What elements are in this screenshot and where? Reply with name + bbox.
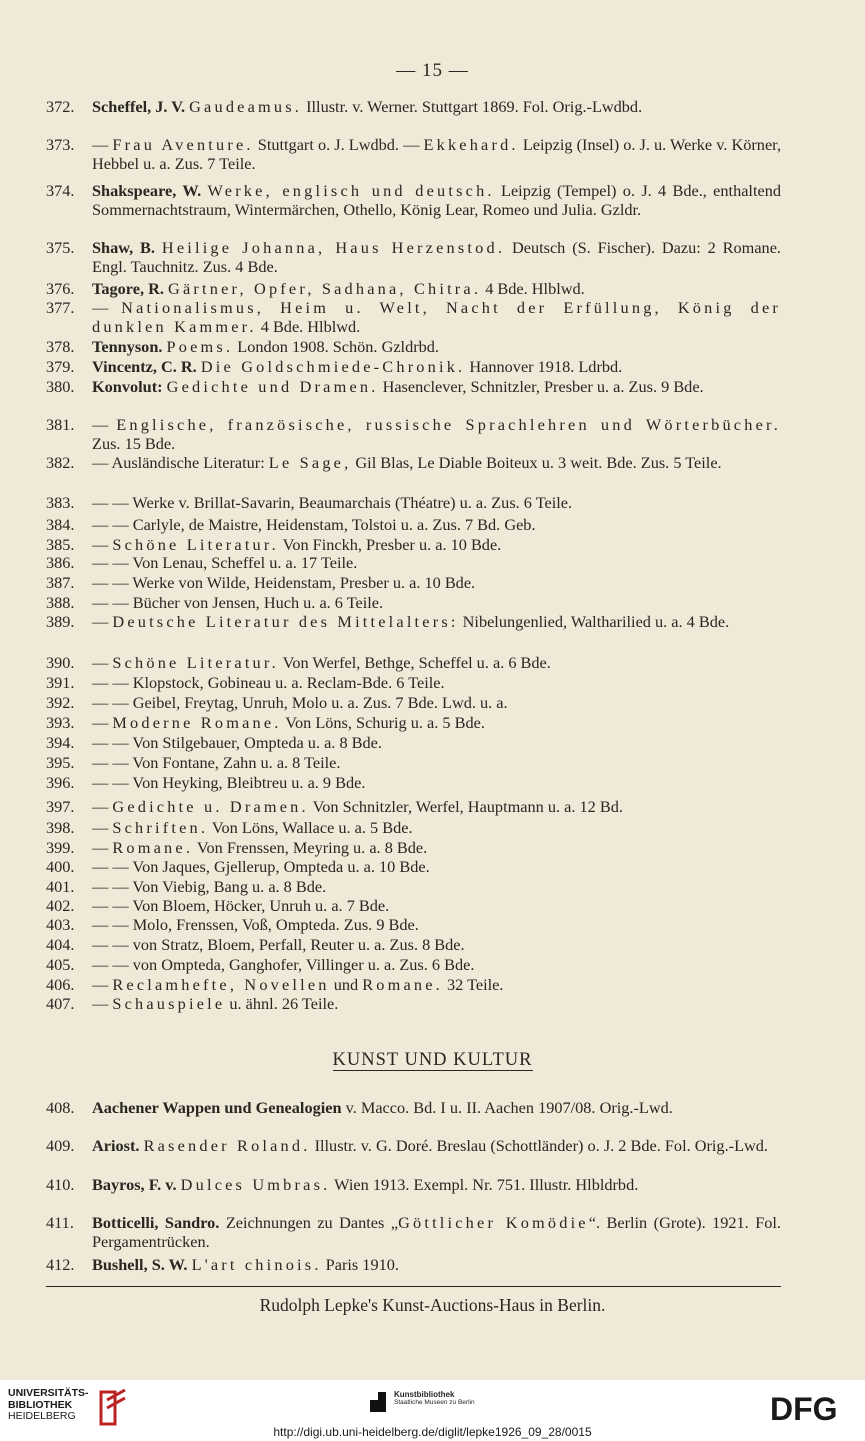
dfg-logo[interactable]	[770, 1392, 852, 1429]
entry-text: — — Molo, Frenssen, Voß, Ompteda. Zus. 9 Bde.	[92, 915, 419, 934]
entry-number: 387.	[46, 573, 75, 592]
entry-text: — — Werke v. Brillat-Savarin, Beaumarchais (Théatre) u. a. Zus. 6 Teile.	[92, 493, 573, 512]
entry-text: — Gedichte u. Dramen. Von Schnitzler, Werfel, Hauptmann u. a. 12 Bd.	[92, 797, 623, 816]
entry-text: — Reclamhefte, Novellen und Romane. 32 Teile.	[92, 975, 504, 994]
entry-number: 378.	[46, 337, 75, 356]
catalog-entry	[46, 377, 781, 396]
entry-text: — — Von Bloem, Höcker, Unruh u. a. 7 Bde.	[92, 896, 390, 915]
catalog-entry	[46, 97, 781, 116]
footer-divider	[46, 1286, 781, 1287]
entry-text: — — Carlyle, de Maistre, Heidenstam, Tolstoi u. a. Zus. 7 Bd. Geb.	[92, 515, 536, 534]
entry-text: Shakspeare, W. Werke, englisch und deutsch. Leipzig (Tempel) o. J. 4 Bde., enthaltend Sommernachtstraum, Wintermärchen, Othello, König Lear, Romeo und Julia. Gzldr.	[92, 181, 781, 219]
catalog-entry	[46, 915, 781, 934]
entry-number: 388.	[46, 593, 75, 612]
entry-text: — — Klopstock, Gobineau u. a. Reclam-Bde. 6 Teile.	[92, 673, 445, 692]
ub-logo-line: HEIDELBERG	[8, 1410, 76, 1422]
entry-number: 393.	[46, 713, 75, 732]
catalog-entry	[46, 553, 781, 572]
ub-logo-line: BIBLIOTHEK	[8, 1398, 73, 1411]
entry-number: 397.	[46, 797, 75, 816]
entry-text: Aachener Wappen und Genealogien v. Macco. Bd. I u. II. Aachen 1907/08. Orig.-Lwd.	[92, 1098, 673, 1117]
entry-number: 384.	[46, 515, 75, 534]
catalog-entry	[46, 1255, 781, 1274]
entry-number: 376.	[46, 279, 75, 298]
entry-number: 401.	[46, 877, 75, 896]
entry-number: 394.	[46, 733, 75, 752]
catalog-entry	[46, 857, 781, 876]
entry-text: — Schöne Literatur. Von Werfel, Bethge, Scheffel u. a. 6 Bde.	[92, 653, 551, 672]
entry-text: — — Bücher von Jensen, Huch u. a. 6 Teile.	[92, 593, 384, 612]
entry-number: 402.	[46, 896, 75, 915]
entry-text: — Frau Aventure. Stuttgart o. J. Lwdbd. — Ekkehard. Leipzig (Insel) o. J. u. Werke v. Körner, Hebbel u. a. Zus. 7 Teile.	[92, 135, 782, 173]
catalog-entry	[46, 877, 781, 896]
entry-text: Scheffel, J. V. Gaudeamus. Illustr. v. Werner. Stuttgart 1869. Fol. Orig.-Lwdbd.	[92, 97, 643, 116]
ub-mark-icon	[95, 1388, 129, 1428]
entry-number: 407.	[46, 994, 75, 1013]
catalog-entry	[46, 955, 781, 974]
entry-number: 385.	[46, 535, 75, 554]
kb-name: Kunstbibliothek	[394, 1390, 455, 1399]
page-number: — 15 —	[396, 60, 469, 81]
catalog-entry	[46, 238, 781, 276]
catalog-entry	[46, 593, 781, 612]
ub-heidelberg-logo[interactable]	[8, 1388, 129, 1428]
entry-number: 373.	[46, 135, 75, 154]
entry-text: — Ausländische Literatur: Le Sage, Gil Blas, Le Diable Boiteux u. 3 weit. Bde. Zus. 5 Teile.	[92, 453, 722, 472]
entry-number: 395.	[46, 753, 75, 772]
entry-number: 382.	[46, 453, 75, 472]
catalog-entry	[46, 733, 781, 752]
catalog-entry	[46, 1213, 781, 1251]
entry-text: — — Von Heyking, Bleibtreu u. a. 9 Bde.	[92, 773, 366, 792]
catalog-entry	[46, 573, 781, 592]
entry-text: Konvolut: Gedichte und Dramen. Hasenclever, Schnitzler, Presber u. a. Zus. 9 Bde.	[92, 377, 704, 396]
entry-text: — Deutsche Literatur des Mittelalters: Nibelungenlied, Waltharilied u. a. 4 Bde.	[92, 612, 730, 631]
kb-subtitle: Staatliche Museen zu Berlin	[394, 1399, 475, 1406]
entry-number: 374.	[46, 181, 75, 200]
catalog-entry	[46, 818, 781, 837]
catalog-entry	[46, 279, 781, 298]
catalog-entry	[46, 1136, 781, 1155]
entry-text: — Romane. Von Frenssen, Meyring u. a. 8 Bde.	[92, 838, 428, 857]
catalog-entry	[46, 773, 781, 792]
entry-text: — Nationalismus, Heim u. Welt, Nacht der Erfüllung, König der dunklen Kammer. 4 Bde. Hlblwd.	[92, 298, 781, 336]
ub-logo-line: UNIVERSITÄTS-	[8, 1387, 89, 1399]
entry-number: 380.	[46, 377, 75, 396]
entry-text: — — Geibel, Freytag, Unruh, Molo u. a. Zus. 7 Bde. Lwd. u. a.	[92, 693, 508, 712]
catalog-entry	[46, 298, 781, 336]
entry-number: 404.	[46, 935, 75, 954]
entry-number: 412.	[46, 1255, 75, 1274]
ub-logo-text	[8, 1388, 89, 1423]
entry-number: 383.	[46, 493, 75, 512]
entry-text: — — Von Lenau, Scheffel u. a. 17 Teile.	[92, 553, 358, 572]
catalog-entry	[46, 357, 781, 376]
entry-number: 377.	[46, 298, 75, 317]
entry-text: Botticelli, Sandro. Zeichnungen zu Dantes „Göttlicher Komödie“. Berlin (Grote). 1921. Fol. Pergamentrücken.	[92, 1213, 782, 1251]
catalog-entry	[46, 935, 781, 954]
entry-text: Tennyson. Poems. London 1908. Schön. Gzldrbd.	[92, 337, 439, 356]
kunstbibliothek-mark-icon	[368, 1390, 388, 1414]
entry-number: 389.	[46, 612, 75, 631]
section-heading	[0, 1050, 865, 1071]
entry-number: 372.	[46, 97, 75, 116]
catalog-entry	[46, 797, 781, 816]
entry-number: 406.	[46, 975, 75, 994]
catalog-entry	[46, 612, 781, 631]
entry-text: — — Von Viebig, Bang u. a. 8 Bde.	[92, 877, 327, 896]
catalog-entry	[46, 975, 781, 994]
catalog-entry	[46, 1098, 781, 1117]
footer-publisher: Rudolph Lepke's Kunst-Auctions-Haus in Berlin.	[259, 1295, 606, 1315]
dfg-logo-text: DFG	[770, 1392, 838, 1424]
entry-text: — — Werke von Wilde, Heidenstam, Presber u. a. 10 Bde.	[92, 573, 476, 592]
catalog-entry	[46, 896, 781, 915]
entry-text: — Schriften. Von Löns, Wallace u. a. 5 Bde.	[92, 818, 413, 837]
catalog-entry	[46, 337, 781, 356]
section-heading-text: KUNST UND KULTUR	[332, 1050, 533, 1070]
catalog-entry	[46, 535, 781, 554]
entry-text: Vincentz, C. R. Die Goldschmiede-Chronik. Hannover 1918. Ldrbd.	[92, 357, 623, 376]
entry-text: — Schöne Literatur. Von Finckh, Presber u. a. 10 Bde.	[92, 535, 502, 554]
catalog-entry	[46, 693, 781, 712]
kunstbibliothek-logo[interactable]	[368, 1390, 475, 1414]
entry-text: Shaw, B. Heilige Johanna, Haus Herzenstod. Deutsch (S. Fischer). Dazu: 2 Romane. Engl. Tauchnitz. Zus. 4 Bde.	[92, 238, 781, 276]
entry-text: Tagore, R. Gärtner, Opfer, Sadhana, Chitra. 4 Bde. Hlblwd.	[92, 279, 585, 298]
entry-number: 410.	[46, 1175, 75, 1194]
permalink-url[interactable]: http://digi.ub.uni-heidelberg.de/diglit/lepke1926_09_28/0015	[273, 1425, 592, 1439]
entry-number: 381.	[46, 415, 75, 434]
entry-number: 391.	[46, 673, 75, 692]
catalog-entry	[46, 415, 781, 453]
catalog-entry	[46, 181, 781, 219]
entry-text: Ariost. Rasender Roland. Illustr. v. G. Doré. Breslau (Schottländer) o. J. 2 Bde. Fol. Orig.-Lwd.	[92, 1136, 768, 1155]
entry-text: Bayros, F. v. Dulces Umbras. Wien 1913. Exempl. Nr. 751. Illustr. Hlbldrbd.	[92, 1175, 639, 1194]
catalog-entry	[46, 493, 781, 512]
catalog-entry	[46, 1175, 781, 1194]
entry-text: — Schauspiele u. ähnl. 26 Teile.	[92, 994, 339, 1013]
catalog-entry	[46, 994, 781, 1013]
catalog-entry	[46, 653, 781, 672]
entry-text: — — Von Jaques, Gjellerup, Ompteda u. a. 10 Bde.	[92, 857, 430, 876]
entry-text: — — von Stratz, Bloem, Perfall, Reuter u. a. Zus. 8 Bde.	[92, 935, 465, 954]
entry-number: 396.	[46, 773, 75, 792]
catalog-entry	[46, 838, 781, 857]
catalog-entry	[46, 515, 781, 534]
dfg-logo-mark	[770, 1392, 852, 1424]
entry-text: — — von Ompteda, Ganghofer, Villinger u. a. Zus. 6 Bde.	[92, 955, 475, 974]
entry-text: — Moderne Romane. Von Löns, Schurig u. a. 5 Bde.	[92, 713, 485, 732]
entry-number: 399.	[46, 838, 75, 857]
entry-number: 411.	[46, 1213, 74, 1232]
entry-number: 390.	[46, 653, 75, 672]
entry-text: — — Von Fontane, Zahn u. a. 8 Teile.	[92, 753, 341, 772]
catalog-entry	[46, 673, 781, 692]
entry-number: 375.	[46, 238, 75, 257]
entry-number: 392.	[46, 693, 75, 712]
entry-text: — — Von Stilgebauer, Ompteda u. a. 8 Bde.	[92, 733, 382, 752]
catalog-entry	[46, 453, 781, 472]
entry-number: 405.	[46, 955, 75, 974]
catalog-entry	[46, 753, 781, 772]
entry-number: 386.	[46, 553, 75, 572]
catalog-entry	[46, 713, 781, 732]
entry-text: — Englische, französische, russische Sprachlehren und Wörterbücher. Zus. 15 Bde.	[92, 415, 781, 453]
entry-number: 379.	[46, 357, 75, 376]
entry-number: 400.	[46, 857, 75, 876]
entry-number: 409.	[46, 1136, 75, 1155]
catalog-entry	[46, 135, 781, 173]
entry-text: Bushell, S. W. L'art chinois. Paris 1910.	[92, 1255, 399, 1274]
entry-number: 403.	[46, 915, 75, 934]
entry-number: 408.	[46, 1098, 75, 1117]
entry-number: 398.	[46, 818, 75, 837]
